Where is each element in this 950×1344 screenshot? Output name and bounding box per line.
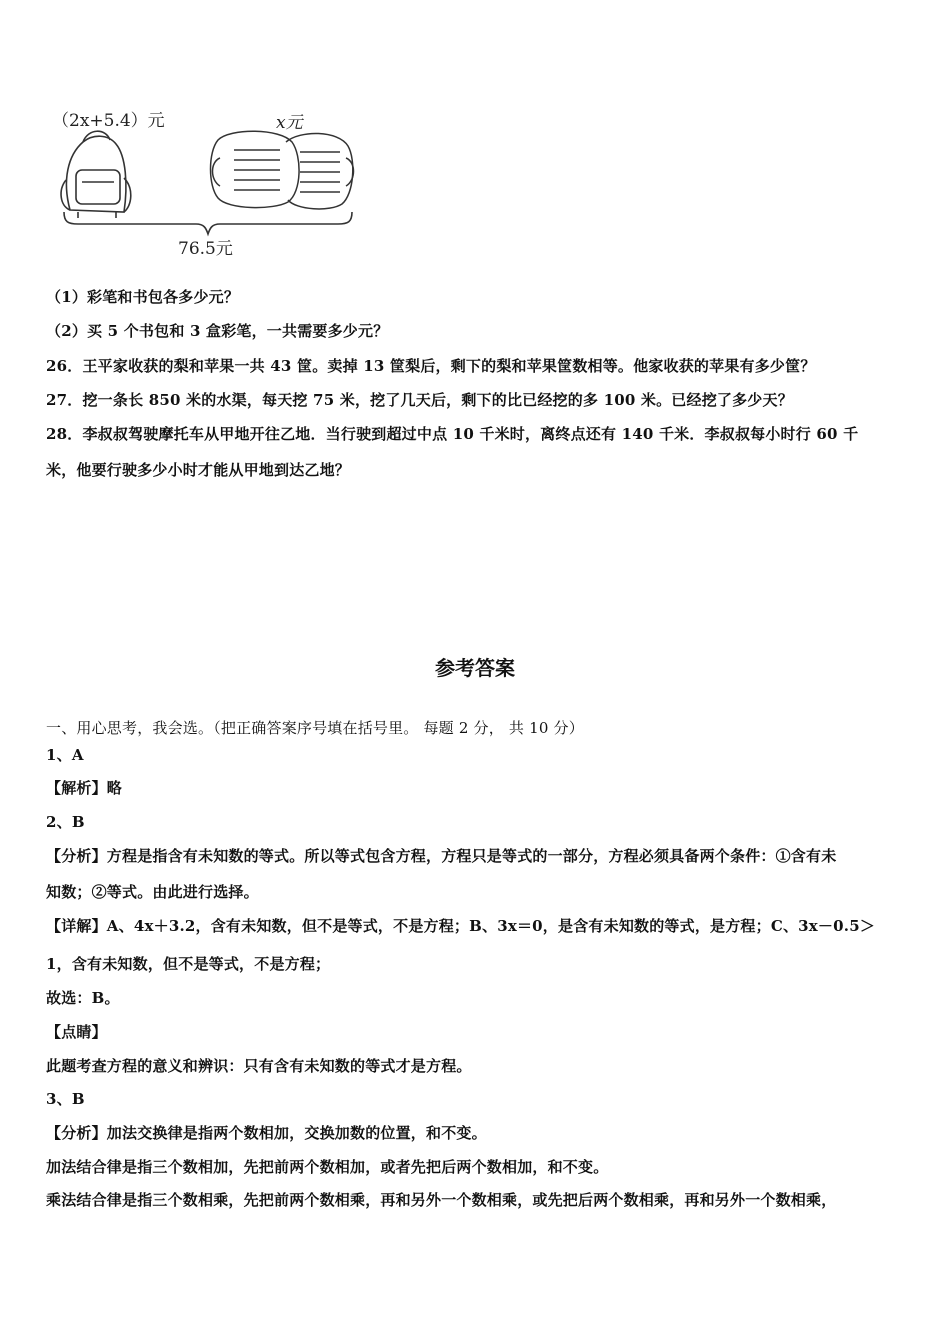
answer-3-fenxi: 【分析】加法交换律是指两个数相加，交换加数的位置，和不变。 [46,1124,487,1142]
pencil-price-label: x元 [276,113,303,133]
total-brace [64,212,352,234]
answer-2-xiangjie-line-2: 1，含有未知数，但不是等式，不是方程； [46,955,331,973]
question-28-line-2: 米，他要行驶多少小时才能从甲地到达乙地？ [46,461,351,479]
answer-2-dianjing: 【点睛】 [46,1023,107,1041]
price-figure [48,100,368,260]
question-26: 26．王平家收获的梨和苹果一共 43 筐。卖掉 13 筐梨后，剩下的梨和苹果筐数相等。他家收获的苹果有多少筐？ [46,357,816,375]
backpack-price-label: （2x+5.4）元 [52,111,165,131]
answer-1: 1、A [46,746,84,764]
answer-2-fenxi-line-2: 知数；②等式。由此进行选择。 [46,883,259,901]
answer-2-fenxi-line-1: 【分析】方程是指含有未知数的等式。所以等式包含方程，方程只是等式的一部分，方程必须具备两个条件：①含有未 [46,847,837,865]
question-25-1: （1）彩笔和书包各多少元？ [46,288,240,306]
answers-section-heading: 一、用心思考，我会选。（把正确答案序号填在括号里。 每题 2 分， 共 10 分） [46,719,584,737]
answer-2-dianjing-text: 此题考查方程的意义和辨识：只有含有未知数的等式才是方程。 [46,1057,472,1075]
answer-2: 2、B [46,813,85,831]
answers-title: 参考答案 [435,656,515,680]
backpack-icon [61,131,131,218]
question-27: 27．挖一条长 850 米的水渠，每天挖 75 米，挖了几天后，剩下的比已经挖的多 100 米。已经挖了多少天？ [46,391,793,409]
answer-1-analysis: 【解析】略 [46,779,123,797]
question-25-2: （2）买 5 个书包和 3 盒彩笔，一共需要多少元？ [46,322,389,340]
answer-3-line-3: 乘法结合律是指三个数相乘，先把前两个数相乘，再和另外一个数相乘，或先把后两个数相乘，再和另外一个数相乘， [46,1191,837,1209]
answer-3: 3、B [46,1090,85,1108]
answer-3-line-2: 加法结合律是指三个数相加，先把前两个数相加，或者先把后两个数相加，和不变。 [46,1158,609,1176]
question-28-line-1: 28．李叔叔驾驶摩托车从甲地开往乙地．当行驶到超过中点 10 千米时，离终点还有 140 千米．李叔叔每小时行 60 千 [46,425,859,443]
answer-2-choice: 故选：B。 [46,989,120,1007]
answer-2-xiangjie-line-1: 【详解】A、4x＋3.2，含有未知数，但不是等式，不是方程；B、3x＝0，是含有未知数的等式，是方程；C、3x－0.5＞ [46,917,876,935]
total-price-label: 76.5元 [178,239,233,259]
pencil-box-icon [211,131,354,209]
